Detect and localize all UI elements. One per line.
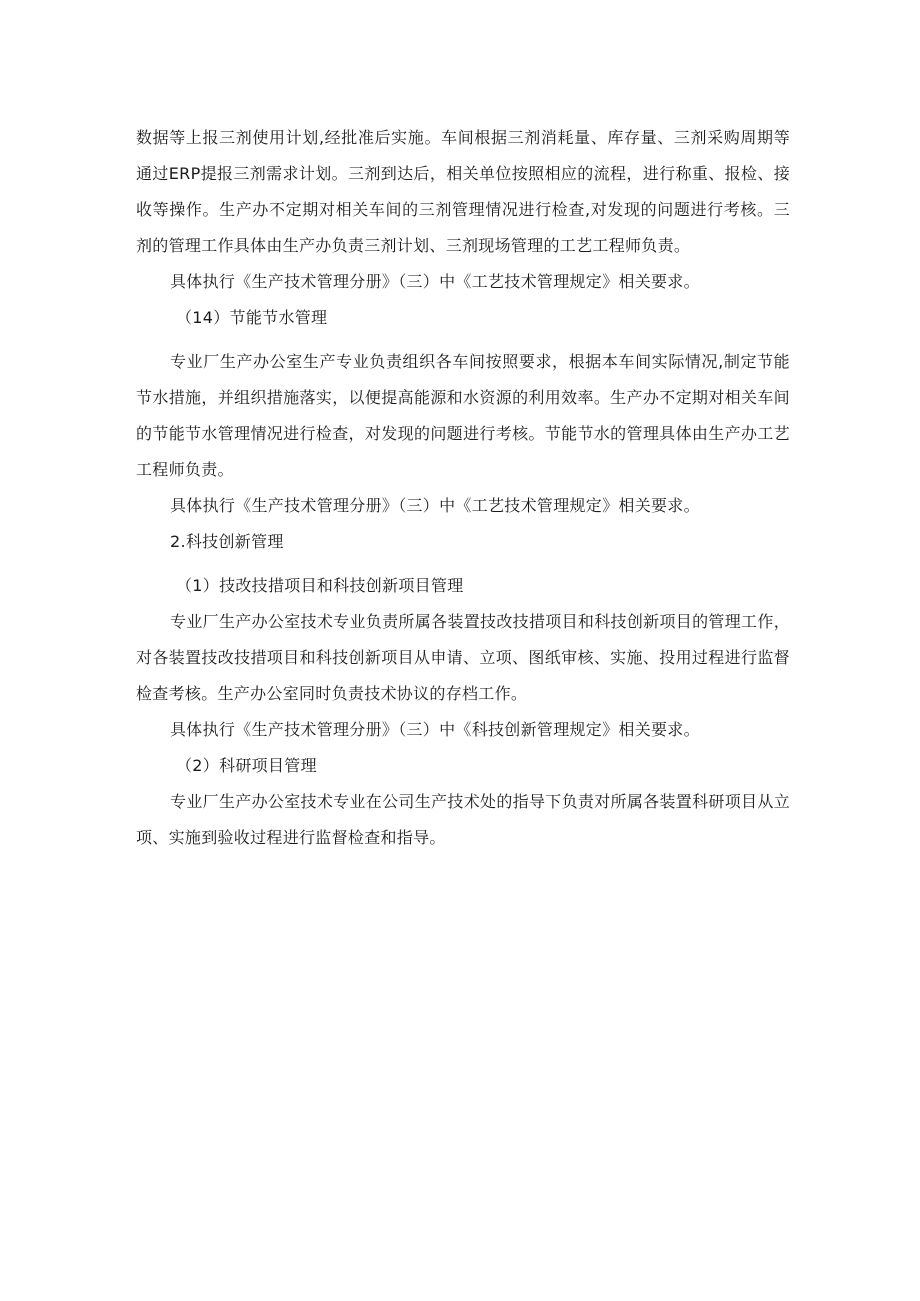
paragraph-energy-water-saving: 专业厂生产办公室生产专业负责组织各车间按照要求，根据本车间实际情况,制定节能节水措施，并组织措施落实，以便提高能源和水资源的利用效率。生产办不定期对相关车间的节能节水管理情况进行检查，对发现的问题进行考核。节能节水的管理具体由生产办工艺工程师负责。 [136, 352, 790, 479]
heading-energy-water-saving: （14）节能节水管理 [176, 308, 328, 327]
heading-tech-innovation: 2.科技创新管理 [170, 532, 284, 551]
paragraph-reagent-management: 数据等上报三剂使用计划,经批准后实施。车间根据三剂消耗量、库存量、三剂采购周期等通过ERP提报三剂需求计划。三剂到达后，相关单位按照相应的流程，进行称重、报检、接收等操作。生产办不定期对相关车间的三剂管理情况进行检查,对发现的问题进行考核。三剂的管理工作具体由生产办负责三剂计划、三剂现场管理的工艺工程师负责。 [136, 128, 790, 255]
paragraph-reference-innovation-rules: 具体执行《生产技术管理分册》（三）中《科技创新管理规定》相关要求。 [170, 720, 700, 739]
paragraph-tech-renovation-projects: 专业厂生产办公室技术专业负责所属各装置技改技措项目和科技创新项目的管理工作，对各装置技改技措项目和科技创新项目从申请、立项、图纸审核、实施、投用过程进行监督检查考核。生产办公室同时负责技术协议的存档工作。 [136, 612, 790, 703]
paragraph-reference-process-rules-2: 具体执行《生产技术管理分册》（三）中《工艺技术管理规定》相关要求。 [170, 496, 700, 515]
document-body [136, 120, 790, 856]
heading-research-projects: （2）科研项目管理 [176, 756, 317, 775]
paragraph-reference-process-rules: 具体执行《生产技术管理分册》（三）中《工艺技术管理规定》相关要求。 [170, 272, 700, 291]
heading-tech-renovation-projects: （1）技改技措项目和科技创新项目管理 [176, 576, 464, 595]
paragraph-research-projects: 专业厂生产办公室技术专业在公司生产技术处的指导下负责对所属各装置科研项目从立项、实施到验收过程进行监督检查和指导。 [136, 792, 790, 847]
